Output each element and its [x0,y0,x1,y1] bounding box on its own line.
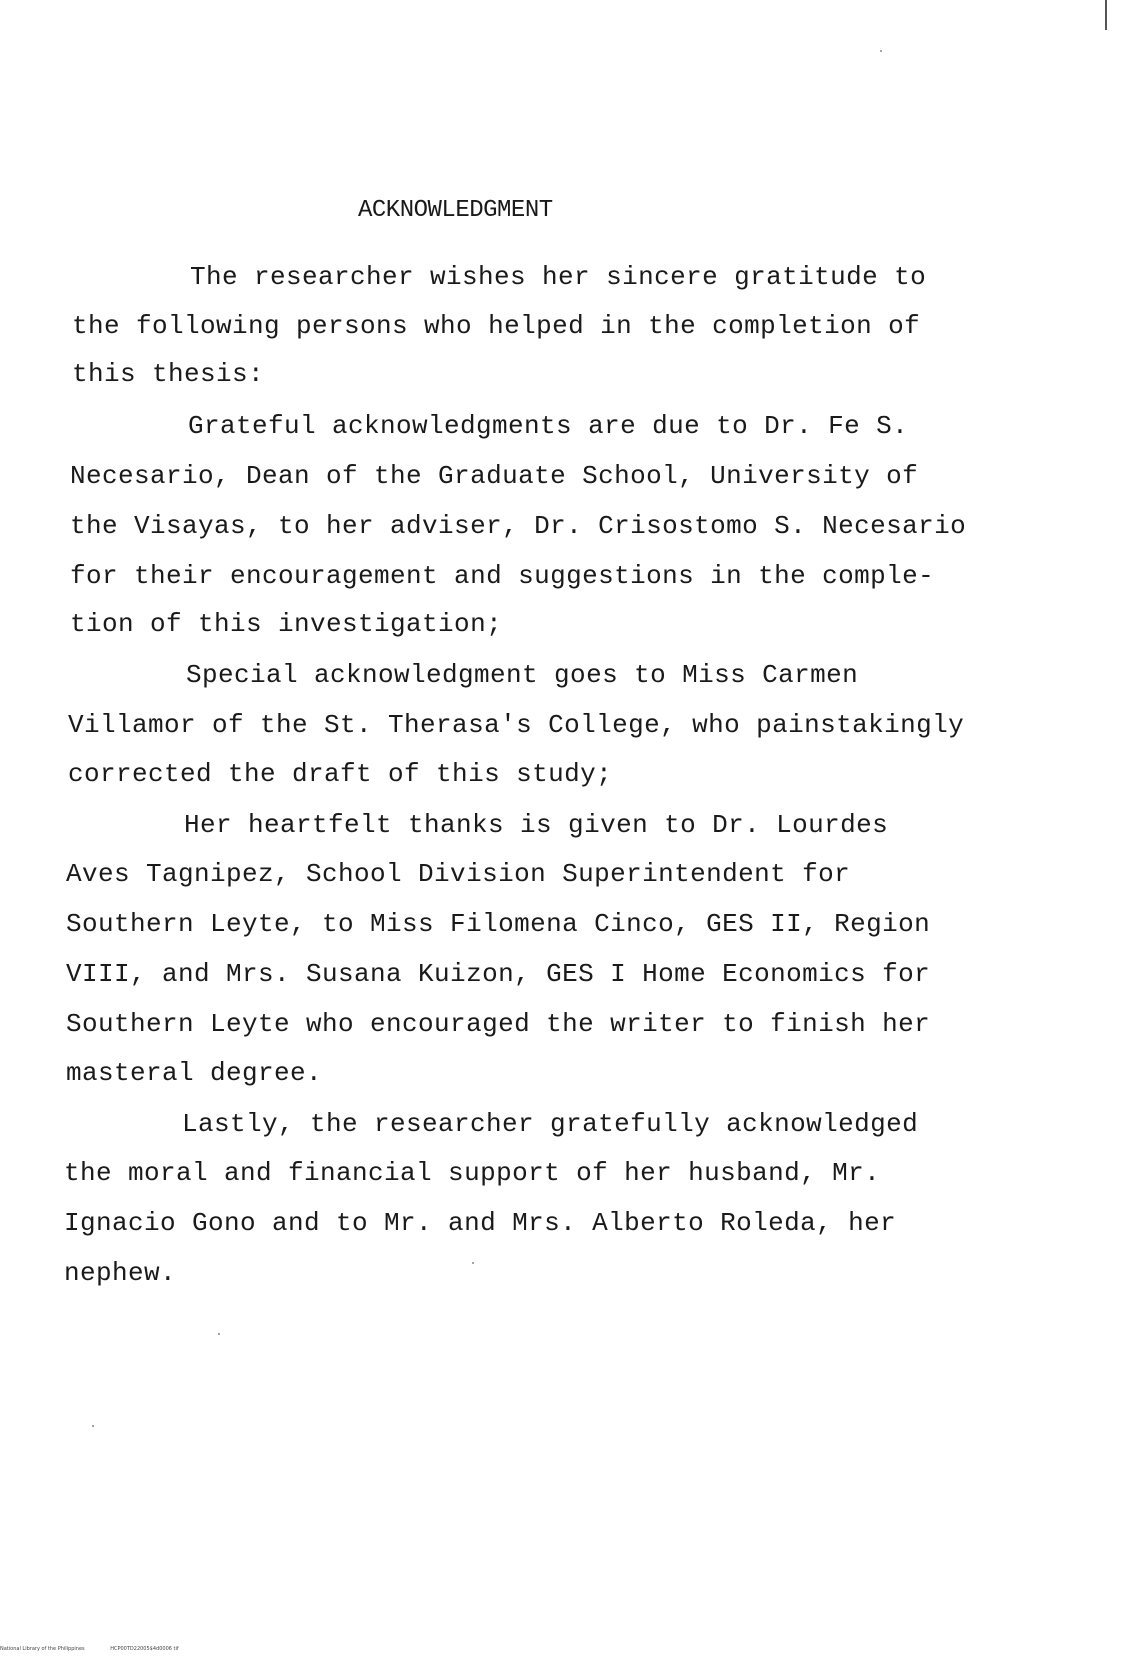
scan-speck [92,1425,94,1427]
body-line: Lastly, the researcher gratefully acknowledged [182,1109,919,1139]
scan-speck [218,1333,220,1335]
body-line: this thesis: [72,359,265,389]
body-line: tion of this investigation; [70,609,503,639]
footer-library: National Library of the Philippines [0,1646,85,1652]
body-line: VIII, and Mrs. Susana Kuizon, GES I Home Economics for [66,959,931,989]
scan-speck [880,50,882,52]
body-line: the moral and financial support of her husband, Mr. [64,1158,881,1188]
body-line: Southern Leyte, to Miss Filomena Cinco, GES II, Region [66,909,931,939]
scan-edge-mark [1105,0,1107,30]
body-line: masteral degree. [66,1058,323,1088]
scan-speck [472,1262,474,1264]
body-line: for their encouragement and suggestions in the comple- [70,561,935,591]
body-line: Southern Leyte who encouraged the writer to finish her [66,1009,931,1039]
body-line: nephew. [64,1258,177,1288]
page-title: ACKNOWLEDGMENT [358,197,553,224]
body-line: Necesario, Dean of the Graduate School, University of [70,461,919,491]
body-line: Ignacio Gono and to Mr. and Mrs. Alberto Roleda, her [64,1208,897,1238]
body-line: Aves Tagnipez, School Division Superintendent for [66,859,851,889]
body-line: the following persons who helped in the completion of [72,311,921,341]
body-line: Grateful acknowledgments are due to Dr. Fe S. [188,411,909,441]
body-line: The researcher wishes her sincere gratitude to [190,262,927,292]
body-line: the Visayas, to her adviser, Dr. Crisostomo S. Necesario [70,511,967,541]
body-line: Her heartfelt thanks is given to Dr. Lourdes [184,810,889,840]
footer-code: HCP00TD22005$4d0006 tif [110,1646,179,1652]
scan-footer [0,1646,203,1652]
body-line: corrected the draft of this study; [68,759,613,789]
body-line: Villamor of the St. Therasa's College, who painstakingly [68,710,965,740]
body-line: Special acknowledgment goes to Miss Carmen [186,660,859,690]
